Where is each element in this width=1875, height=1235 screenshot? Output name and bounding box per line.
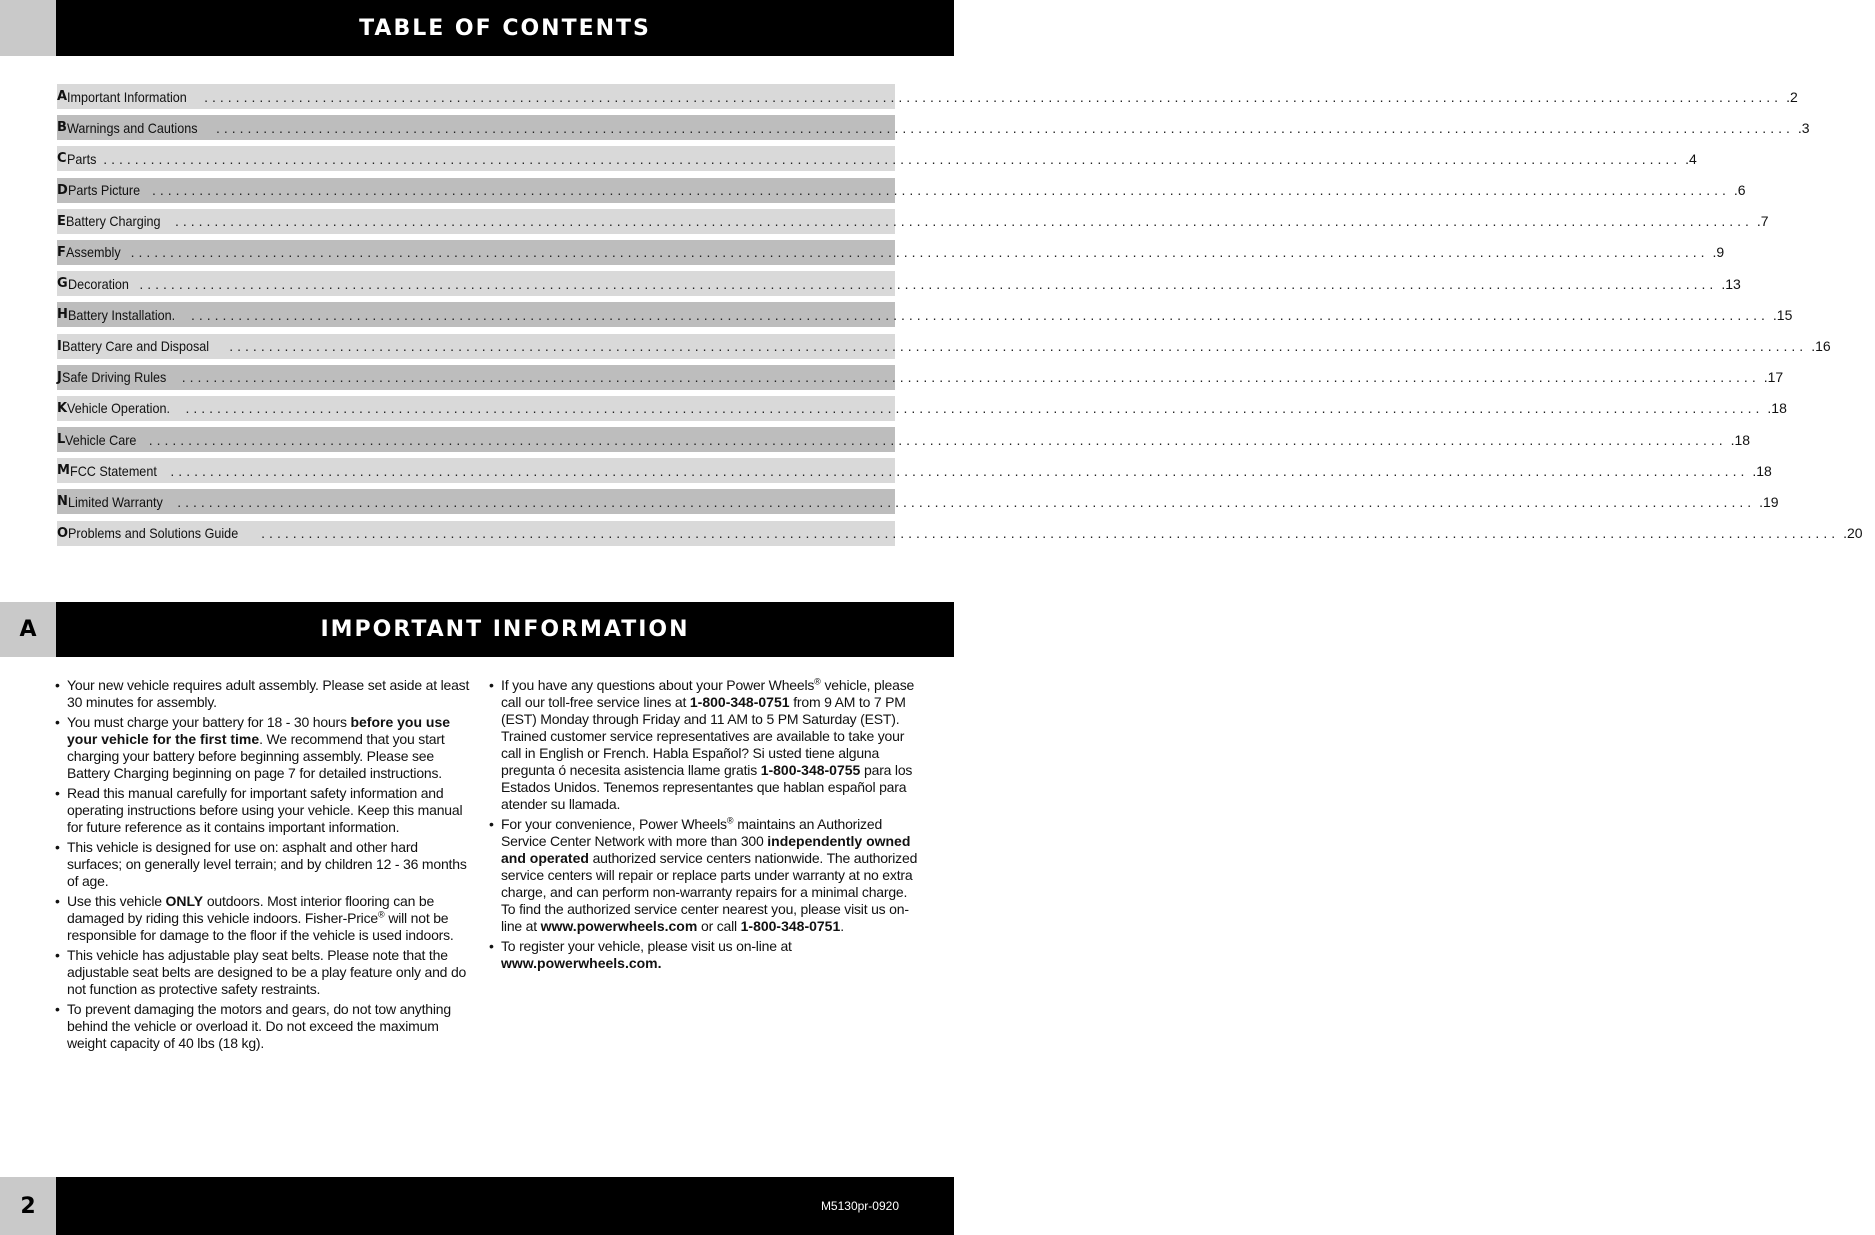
toc-header-tab bbox=[0, 0, 56, 56]
toc-row bbox=[57, 115, 1810, 140]
toc-letter: B bbox=[57, 120, 67, 136]
section-letter: A bbox=[0, 602, 56, 657]
toc-leader-dots: ........................................................................................................................................................................................................ bbox=[130, 244, 1709, 261]
toc-letter: I bbox=[57, 338, 62, 354]
toc-page-number: .18 bbox=[1730, 431, 1751, 448]
toc-label: Battery Installation. bbox=[67, 306, 176, 323]
toc-page-number: .18 bbox=[1767, 400, 1787, 417]
toc-page-number: .3 bbox=[1797, 119, 1810, 136]
toc-letter: L bbox=[57, 432, 66, 448]
toc-letter: C bbox=[57, 151, 67, 167]
bullet-text: authorized service centers nationwide. The authorized service centers will repair or replace parts under warranty at no extra charge, and can perform non-warranty repairs for a minimal charge. To find the authorized service center nearest you, please visit us on-line at bbox=[501, 850, 918, 934]
toc-leader-dots: ........................................................................................................................................................................................................ bbox=[151, 182, 1730, 199]
website-link: www.powerwheels.com bbox=[540, 918, 698, 934]
toc-row bbox=[57, 178, 1746, 203]
toc-title: TABLE OF CONTENTS bbox=[359, 15, 651, 41]
bullet-text: To register your vehicle, please visit us on-line at bbox=[501, 938, 792, 954]
toc-page-number: .18 bbox=[1752, 462, 1772, 479]
toc-page-number: .4 bbox=[1685, 150, 1697, 167]
toc-page-number: .16 bbox=[1811, 338, 1831, 354]
toc-page-number: .7 bbox=[1756, 213, 1769, 230]
bullet-item bbox=[55, 1001, 475, 1052]
table-of-contents bbox=[57, 84, 1863, 552]
website-link: www.powerwheels.com. bbox=[501, 955, 662, 971]
toc-leader-dots: ........................................................................................................................................................................................................ bbox=[139, 275, 1718, 292]
bullet-text: Read this manual carefully for important safety information and operating instructions before using your vehicle. Keep this manual for future reference as it contains important information. bbox=[67, 785, 463, 835]
bullet-item bbox=[55, 839, 475, 890]
toc-page-number: .6 bbox=[1733, 182, 1746, 199]
left-column bbox=[55, 677, 475, 1055]
toc-letter: G bbox=[57, 276, 68, 292]
toc-label: Battery Care and Disposal bbox=[61, 338, 209, 354]
toc-page-number: .2 bbox=[1786, 88, 1798, 105]
bullet-text: You must charge your battery for 18 - 30 hours bbox=[67, 714, 351, 730]
toc-label: Limited Warranty bbox=[67, 493, 163, 510]
right-column bbox=[489, 677, 919, 975]
bullet-text: . We recommend that you start charging your battery before beginning assembly. Please see Battery Charging beginning on page 7 for detailed instructions. bbox=[67, 731, 445, 781]
bullet-text: Use this vehicle bbox=[67, 893, 166, 909]
toc-letter: F bbox=[57, 244, 66, 260]
registered-mark: ® bbox=[814, 676, 821, 687]
bullet-text: maintains an Authorized Service Center Network with more than 300 bbox=[501, 816, 883, 849]
toc-label: Important Information bbox=[67, 88, 187, 105]
toc-row bbox=[57, 427, 1751, 452]
phone-number: 1-800-348-0751 bbox=[689, 694, 790, 710]
bullet-text: . bbox=[840, 918, 844, 934]
footer-bar bbox=[0, 1177, 954, 1235]
toc-leader-dots: ........................................................................................................................................................................................................ bbox=[215, 119, 1794, 136]
toc-row bbox=[57, 458, 1772, 483]
toc-letter: A bbox=[57, 89, 68, 104]
toc-letter: K bbox=[57, 400, 68, 416]
toc-leader-dots: ........................................................................................................................................................................................................ bbox=[170, 462, 1749, 479]
toc-header-bar bbox=[0, 0, 954, 56]
toc-leader-dots: ........................................................................................................................................................................................................ bbox=[103, 150, 1682, 167]
toc-letter: M bbox=[57, 463, 70, 479]
toc-label: Vehicle Care bbox=[65, 431, 137, 448]
toc-page-number: .15 bbox=[1772, 306, 1793, 323]
bullet-text: To prevent damaging the motors and gears, do not tow anything behind the vehicle or overload it. Do not exceed the maximum weight capacity of 40 lbs (18 kg). bbox=[67, 1001, 451, 1051]
toc-row bbox=[57, 489, 1779, 514]
bullet-bold-text: independently owned and operated bbox=[501, 833, 911, 866]
toc-leader-dots: ........................................................................................................................................................................................................ bbox=[190, 306, 1769, 323]
bullet-bold-text: before you use your vehicle for the first time bbox=[67, 714, 451, 747]
bullet-text: will not be responsible for damage to the floor if the vehicle is used indoors. bbox=[67, 910, 454, 943]
bullet-text: outdoors. Most interior flooring can be damaged by riding this vehicle indoors. Fisher-Price bbox=[67, 893, 435, 926]
toc-row bbox=[57, 521, 1863, 546]
toc-row bbox=[57, 209, 1769, 234]
toc-page-number: .13 bbox=[1721, 275, 1741, 292]
bullet-item bbox=[55, 677, 475, 711]
bullet-text: para los Estados Unidos. Tenemos representantes que hablan español para atender su llamada. bbox=[501, 762, 913, 812]
toc-leader-dots: ........................................................................................................................................................................................................ bbox=[229, 338, 1808, 354]
bullet-item bbox=[55, 785, 475, 836]
bullet-item bbox=[489, 677, 919, 813]
toc-row bbox=[57, 334, 1831, 359]
bullet-text: For your convenience, Power Wheels bbox=[501, 816, 727, 832]
toc-label: Safe Driving Rules bbox=[61, 369, 167, 386]
toc-leader-dots: ........................................................................................................................................................................................................ bbox=[185, 400, 1764, 417]
toc-page-number: .9 bbox=[1712, 244, 1725, 261]
document-code: M5130pr-0920 bbox=[820, 1199, 899, 1213]
toc-row bbox=[57, 302, 1793, 327]
bullet-item bbox=[55, 947, 475, 998]
bullet-text: Your new vehicle requires adult assembly. Please set aside at least 30 minutes for assembly. bbox=[67, 677, 470, 710]
toc-row bbox=[57, 84, 1798, 109]
bullet-item bbox=[489, 938, 919, 972]
toc-leader-dots: ........................................................................................................................................................................................................ bbox=[261, 525, 1840, 542]
bullet-item bbox=[55, 893, 475, 944]
toc-label: Problems and Solutions Guide bbox=[68, 525, 239, 542]
toc-letter: J bbox=[57, 369, 62, 385]
bullet-item bbox=[55, 714, 475, 782]
toc-row bbox=[57, 396, 1787, 421]
toc-letter: H bbox=[57, 307, 68, 323]
bullet-text: from 9 AM to 7 PM (EST) Monday through Friday and 11 AM to 5 PM Saturday (EST). Trained customer service representatives are available to take your call in English or French. Habla Español? Si usted tiene alguna pregunta ó necesita asistencia llame gratis bbox=[501, 694, 906, 778]
toc-page-number: .19 bbox=[1759, 493, 1779, 510]
bullet-text: If you have any questions about your Power Wheels bbox=[501, 677, 815, 693]
toc-label: Vehicle Operation. bbox=[67, 400, 171, 417]
toc-label: Warnings and Cautions bbox=[66, 119, 198, 136]
toc-leader-dots: ........................................................................................................................................................................................................ bbox=[181, 369, 1760, 386]
toc-label: Parts bbox=[66, 150, 96, 167]
toc-label: Parts Picture bbox=[67, 182, 140, 199]
toc-leader-dots: ........................................................................................................................................................................................................ bbox=[174, 213, 1753, 230]
toc-row bbox=[57, 146, 1697, 171]
toc-label: Decoration bbox=[67, 275, 129, 292]
toc-label: Assembly bbox=[65, 244, 121, 261]
section-header-bar bbox=[0, 602, 954, 657]
toc-letter: D bbox=[57, 182, 68, 198]
bullet-text: vehicle, please call our toll-free service lines at bbox=[501, 677, 915, 710]
toc-label: Battery Charging bbox=[65, 213, 161, 230]
toc-leader-dots: ........................................................................................................................................................................................................ bbox=[148, 431, 1727, 448]
toc-letter: O bbox=[57, 525, 69, 541]
toc-row bbox=[57, 271, 1741, 296]
toc-letter: E bbox=[57, 213, 66, 229]
section-title: IMPORTANT INFORMATION bbox=[320, 617, 690, 642]
registered-mark: ® bbox=[726, 815, 734, 826]
toc-label: FCC Statement bbox=[69, 462, 157, 479]
bullet-text: This vehicle is designed for use on: asphalt and other hard surfaces; on generally level terrain; and by children 12 - 36 months of age. bbox=[67, 839, 467, 889]
toc-row bbox=[57, 240, 1725, 265]
page-number: 2 bbox=[0, 1177, 56, 1235]
phone-number: 1-800-348-0755 bbox=[760, 762, 861, 778]
toc-page-number: .17 bbox=[1763, 369, 1784, 386]
toc-page-number: .20 bbox=[1843, 525, 1863, 542]
bullet-item bbox=[489, 816, 919, 935]
phone-number: 1-800-348-0751 bbox=[740, 918, 841, 934]
bullet-text: or call bbox=[697, 918, 741, 934]
toc-leader-dots: ........................................................................................................................................................................................................ bbox=[204, 88, 1783, 105]
registered-mark: ® bbox=[377, 909, 385, 920]
bullet-text: This vehicle has adjustable play seat belts. Please note that the adjustable seat belts are designed to be a play feature only and do not function as protective safety restraints. bbox=[67, 947, 467, 997]
toc-row bbox=[57, 365, 1784, 390]
toc-leader-dots: ........................................................................................................................................................................................................ bbox=[177, 493, 1756, 510]
toc-letter: N bbox=[57, 494, 68, 510]
bullet-bold-text: ONLY bbox=[165, 893, 204, 909]
